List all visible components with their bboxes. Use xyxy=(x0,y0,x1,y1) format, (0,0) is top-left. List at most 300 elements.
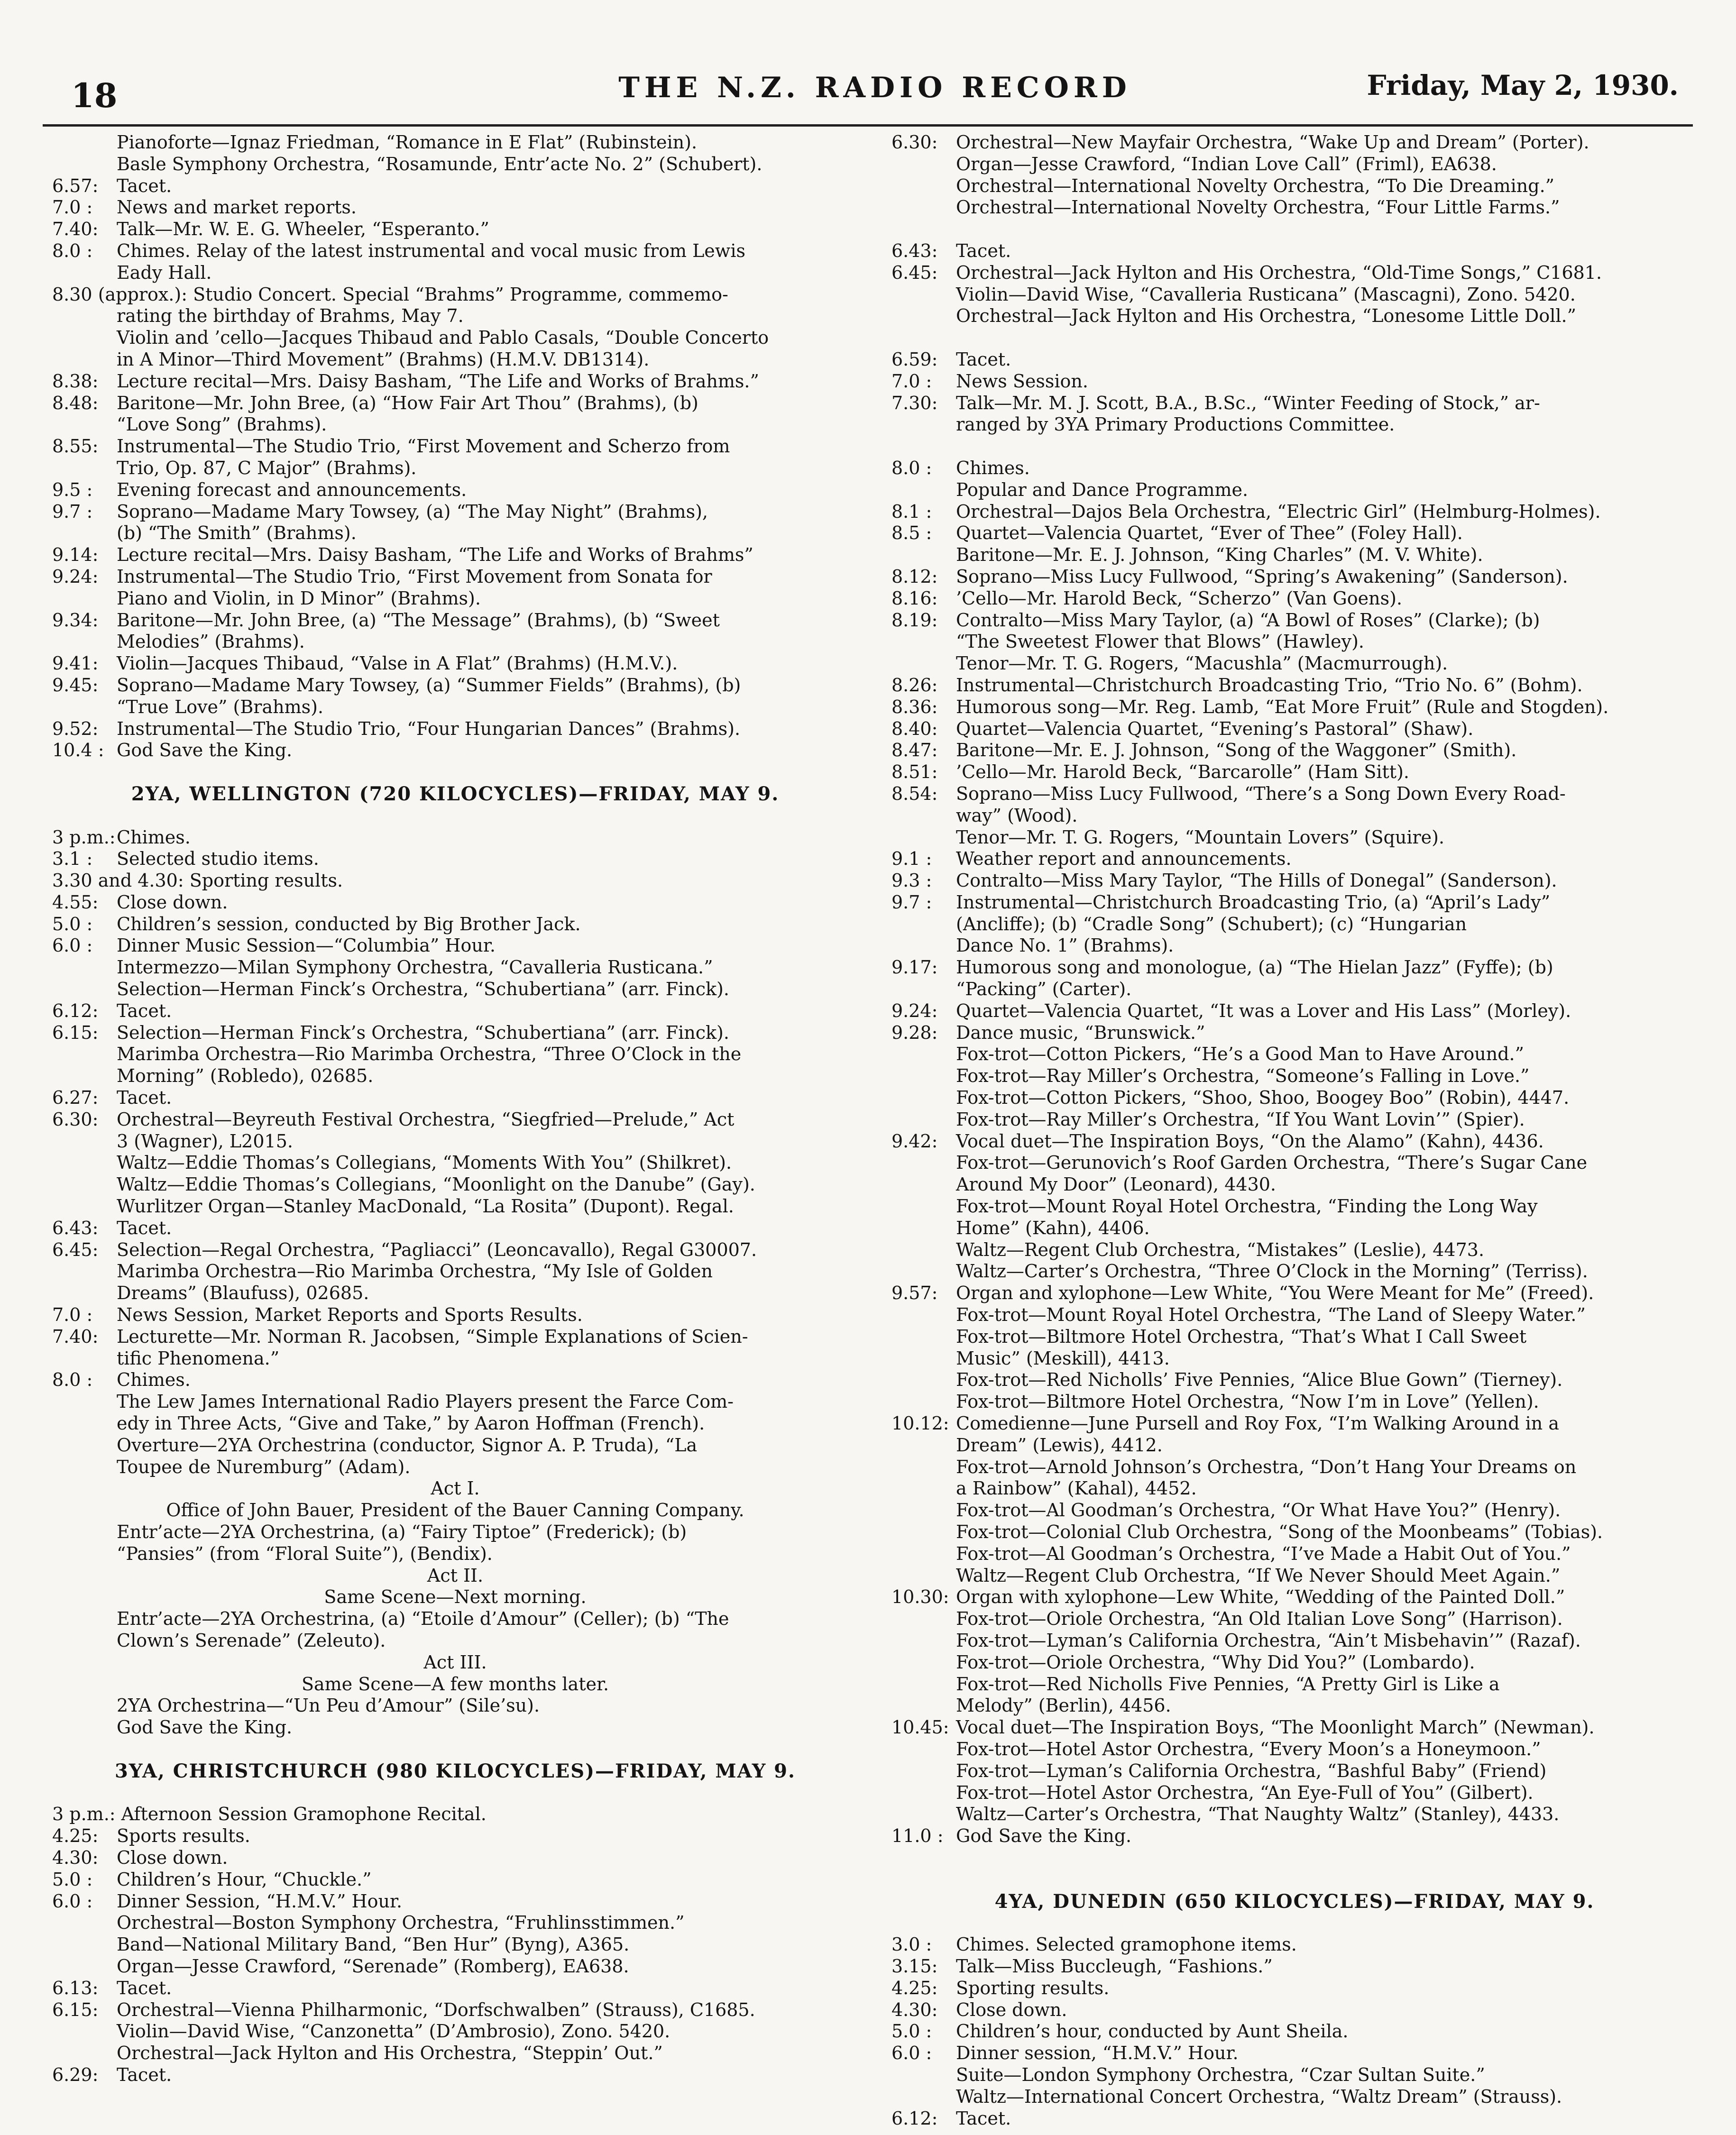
programme-line xyxy=(52,1000,858,1022)
programme-text: Chimes. xyxy=(117,826,191,848)
time-label: 7.0 : xyxy=(52,197,93,218)
time-label: 6.29: xyxy=(52,2064,99,2085)
programme-text: way” (Wood). xyxy=(956,805,1078,826)
programme-line xyxy=(891,132,1698,154)
programme-text: Instrumental—The Studio Trio, “First Movement and Scherzo from xyxy=(117,436,730,457)
programme-text: Instrumental—Christchurch Broadcasting Trio, “Trio No. 6” (Bohm). xyxy=(956,674,1583,696)
time-label: 6.0 : xyxy=(891,2043,932,2064)
time-label: 9.42: xyxy=(891,1130,938,1152)
programme-text: Sports results. xyxy=(117,1825,250,1847)
programme-text: Dream” (Lewis), 4412. xyxy=(956,1434,1163,1456)
programme-line xyxy=(52,1044,858,1065)
programme-text: Dance No. 1” (Brahms). xyxy=(956,935,1174,956)
programme-line xyxy=(52,544,858,566)
programme-line xyxy=(52,1847,858,1869)
programme-line xyxy=(891,675,1698,696)
programme-line xyxy=(891,305,1698,327)
programme-line xyxy=(52,1543,858,1565)
programme-text: Orchestral—Dajos Bela Orchestra, “Electric Girl” (Helmburg-Holmes). xyxy=(956,501,1601,522)
programme-text: Orchestral—International Novelty Orchestra, “To Die Dreaming.” xyxy=(956,175,1555,196)
programme-line xyxy=(52,1087,858,1109)
programme-text: Eady Hall. xyxy=(117,262,212,283)
programme-text: Intermezzo—Milan Symphony Orchestra, “Cavalleria Rusticana.” xyxy=(117,957,713,978)
programme-line xyxy=(52,848,858,870)
programme-text: Orchestral—International Novelty Orchestra, “Four Little Farms.” xyxy=(956,197,1560,218)
programme-line xyxy=(891,870,1698,892)
programme-text: Suite—London Symphony Orchestra, “Czar Sultan Suite.” xyxy=(956,2064,1485,2085)
programme-line xyxy=(891,957,1698,979)
programme-line xyxy=(52,1999,858,2021)
time-label: 4.25: xyxy=(891,1977,938,1998)
programme-line xyxy=(52,1065,858,1087)
programme-text: Fox-trot—Cotton Pickers, “Shoo, Shoo, Boogey Boo” (Robin), 4447. xyxy=(956,1087,1570,1109)
time-label: 6.30: xyxy=(891,132,938,153)
time-label: 9.45: xyxy=(52,674,99,696)
programme-text: Soprano—Miss Lucy Fullwood, “There’s a Song Down Every Road- xyxy=(956,783,1566,804)
programme-line xyxy=(891,1348,1698,1370)
programme-text: Dinner Music Session—“Columbia” Hour. xyxy=(117,935,496,956)
time-label: 8.36: xyxy=(891,696,938,717)
programme-line xyxy=(891,544,1698,566)
programme-text: Fox-trot—Cotton Pickers, “He’s a Good Man to Have Around.” xyxy=(956,1044,1525,1065)
programme-text: Violin and ’cello—Jacques Thibaud and Pablo Casals, “Double Concerto xyxy=(117,327,769,348)
programme-line xyxy=(52,1283,858,1304)
programme-text: Trio, Op. 87, C Major” (Brahms). xyxy=(117,457,417,478)
programme-line xyxy=(52,827,858,849)
programme-text: Humorous song—Mr. Reg. Lamb, “Eat More Fruit” (Rule and Stogden). xyxy=(956,696,1609,717)
programme-line xyxy=(891,2021,1698,2043)
programme-text: Popular and Dance Programme. xyxy=(956,479,1249,500)
programme-text: Dinner session, “H.M.V.” Hour. xyxy=(956,2043,1239,2064)
programme-text: Instrumental—Christchurch Broadcasting Trio, (a) “April’s Lady” xyxy=(956,891,1551,913)
programme-text: Fox-trot—Biltmore Hotel Orchestra, “Now I’m in Love” (Yellen). xyxy=(956,1391,1539,1412)
time-label: 3.1 : xyxy=(52,848,93,870)
programme-line xyxy=(891,1413,1698,1435)
programme-text: Chimes. xyxy=(117,1369,191,1391)
programme-text: Tacet. xyxy=(117,175,172,196)
programme-line xyxy=(891,935,1698,957)
programme-text: Chimes. xyxy=(956,457,1030,478)
programme-line xyxy=(891,262,1698,284)
programme-text: Tacet. xyxy=(117,2064,172,2085)
programme-text: Clown’s Serenade” (Zeleuto). xyxy=(117,1630,386,1651)
programme-line xyxy=(52,588,858,610)
programme-text: Talk—Miss Buccleugh, “Fashions.” xyxy=(956,1955,1273,1977)
time-label: 9.57: xyxy=(891,1283,938,1304)
programme-line xyxy=(891,827,1698,849)
programme-line xyxy=(52,1218,858,1239)
programme-line xyxy=(52,1934,858,1956)
programme-text: Orchestral—Jack Hylton and His Orchestra, “Lonesome Little Doll.” xyxy=(956,305,1577,327)
scene-line: Office of John Bauer, President of the Bauer Canning Company. xyxy=(166,1500,744,1521)
time-label: 8.55: xyxy=(52,436,99,457)
time-label: 9.24: xyxy=(52,566,99,587)
programme-text: Chimes. Selected gramophone items. xyxy=(956,1934,1297,1955)
programme-line xyxy=(891,1283,1698,1304)
programme-line xyxy=(52,284,858,306)
programme-text: Fox-trot—Al Goodman’s Orchestra, “I’ve Made a Habit Out of You.” xyxy=(956,1543,1571,1564)
programme-line xyxy=(891,805,1698,827)
time-label: 5.0 : xyxy=(52,1869,93,1890)
programme-line xyxy=(891,2086,1698,2108)
time-label: 6.15: xyxy=(52,1999,99,2020)
programme-line xyxy=(52,979,858,1000)
programme-text: Vocal duet—The Inspiration Boys, “The Moonlight March” (Newman). xyxy=(956,1717,1595,1738)
programme-line xyxy=(52,1695,858,1717)
programme-text: Waltz—International Concert Orchestra, “Waltz Dream” (Strauss). xyxy=(956,2086,1562,2107)
issue-date: Friday, May 2, 1930. xyxy=(1367,69,1679,101)
programme-line xyxy=(891,349,1698,371)
programme-text: Baritone—Mr. E. J. Johnson, “King Charles” (M. V. White). xyxy=(956,544,1483,566)
time-label: 6.57: xyxy=(52,175,99,196)
programme-line xyxy=(891,1652,1698,1674)
programme-line xyxy=(891,393,1698,414)
programme-line xyxy=(891,197,1698,219)
programme-line xyxy=(891,240,1698,262)
time-label: 6.0 : xyxy=(52,1890,93,1912)
programme-text: Talk—Mr. W. E. G. Wheeler, “Esperanto.” xyxy=(117,219,489,240)
programme-line xyxy=(52,870,858,892)
programme-text: 3.30 and 4.30: Sporting results. xyxy=(52,870,343,891)
programme-text: Fox-trot—Al Goodman’s Orchestra, “Or What Have You?” (Henry). xyxy=(956,1500,1561,1521)
programme-text: Vocal duet—The Inspiration Boys, “On the Alamo” (Kahn), 4436. xyxy=(956,1130,1544,1152)
time-label: 6.30: xyxy=(52,1109,99,1130)
programme-text: Overture—2YA Orchestrina (conductor, Signor A. P. Truda), “La xyxy=(117,1434,698,1456)
programme-line xyxy=(891,1934,1698,1956)
programme-line xyxy=(52,1869,858,1891)
programme-line xyxy=(891,1608,1698,1630)
programme-line xyxy=(891,458,1698,479)
programme-text: Music” (Meskill), 4413. xyxy=(956,1347,1170,1369)
programme-line xyxy=(891,1630,1698,1652)
programme-text: Close down. xyxy=(956,1999,1067,2020)
programme-line xyxy=(891,284,1698,306)
programme-line xyxy=(891,1261,1698,1283)
programme-line xyxy=(891,696,1698,718)
programme-line xyxy=(891,1218,1698,1239)
programme-line xyxy=(52,1196,858,1218)
programme-line xyxy=(891,479,1698,501)
programme-line xyxy=(891,761,1698,783)
programme-line xyxy=(52,1608,858,1630)
programme-line xyxy=(891,848,1698,870)
time-label: 4.55: xyxy=(52,891,99,913)
time-label: 6.43: xyxy=(52,1217,99,1238)
programme-line xyxy=(891,1717,1698,1739)
scene-line: Act II. xyxy=(427,1565,484,1586)
programme-line xyxy=(891,1326,1698,1348)
programme-line xyxy=(52,1630,858,1652)
programme-line xyxy=(891,1782,1698,1804)
station-heading: 2YA, WELLINGTON (720 KILOCYCLES)—FRIDAY, MAY 9. xyxy=(131,782,780,805)
programme-text: Baritone—Mr. E. J. Johnson, “Song of the Waggoner” (Smith). xyxy=(956,740,1517,761)
programme-line xyxy=(52,935,858,957)
programme-line xyxy=(891,501,1698,523)
programme-text: The Lew James International Radio Players present the Farce Com- xyxy=(117,1391,734,1412)
programme-text: Fox-trot—Mount Royal Hotel Orchestra, “The Land of Sleepy Water.” xyxy=(956,1304,1586,1326)
programme-text: God Save the King. xyxy=(117,740,293,761)
programme-text: Marimba Orchestra—Rio Marimba Orchestra, “My Isle of Golden xyxy=(117,1261,713,1282)
programme-text: Dreams” (Blaufuss), 02685. xyxy=(117,1283,369,1304)
programme-text: Selected studio items. xyxy=(117,848,319,870)
programme-line xyxy=(52,631,858,653)
programme-text: Evening forecast and announcements. xyxy=(117,479,467,500)
programme-line xyxy=(52,1521,858,1543)
programme-text: Melodies” (Brahms). xyxy=(117,631,305,652)
programme-line xyxy=(52,305,858,327)
programme-text: Fox-trot—Mount Royal Hotel Orchestra, “Finding the Long Way xyxy=(956,1196,1538,1217)
time-label: 7.30: xyxy=(891,392,938,413)
station-heading: 3YA, CHRISTCHURCH (980 KILOCYCLES)—FRIDAY, MAY 9. xyxy=(115,1759,796,1782)
time-label: 10.12: xyxy=(891,1413,949,1434)
programme-line xyxy=(52,1912,858,1934)
programme-text: Soprano—Madame Mary Towsey, (a) “The May Night” (Brahms), xyxy=(117,501,708,522)
programme-line xyxy=(52,1022,858,1044)
programme-line xyxy=(52,696,858,718)
programme-text: Comedienne—June Pursell and Roy Fox, “I’m Walking Around in a xyxy=(956,1413,1559,1434)
programme-text: Lecture recital—Mrs. Daisy Basham, “The Life and Works of Brahms.” xyxy=(117,370,759,392)
time-label: 8.40: xyxy=(891,718,938,739)
programme-text: Dance music, “Brunswick.” xyxy=(956,1022,1205,1043)
programme-line xyxy=(52,175,858,197)
programme-line xyxy=(891,1435,1698,1457)
programme-text: Waltz—Eddie Thomas’s Collegians, “Moonlight on the Danube” (Gay). xyxy=(117,1174,755,1195)
time-label: 9.52: xyxy=(52,718,99,739)
time-label: 9.14: xyxy=(52,544,99,566)
programme-text: Band—National Military Band, “Ben Hur” (Byng), A365. xyxy=(117,1934,630,1955)
time-label: 6.12: xyxy=(891,2108,938,2129)
programme-text: Basle Symphony Orchestra, “Rosamunde, Entr’acte No. 2” (Schubert). xyxy=(117,153,762,174)
time-label: 9.5 : xyxy=(52,479,93,500)
time-label: 9.34: xyxy=(52,609,99,631)
programme-text: Tacet. xyxy=(956,2108,1011,2129)
programme-text: God Save the King. xyxy=(117,1717,293,1738)
programme-text: a Rainbow” (Kahal), 4452. xyxy=(956,1478,1197,1499)
programme-line xyxy=(891,2108,1698,2130)
programme-line xyxy=(891,175,1698,197)
programme-text: Orchestral—Jack Hylton and His Orchestra, “Steppin’ Out.” xyxy=(117,2043,663,2064)
time-label: 8.26: xyxy=(891,674,938,696)
time-label: 8.16: xyxy=(891,587,938,609)
programme-line xyxy=(891,414,1698,436)
programme-line xyxy=(52,479,858,501)
programme-line xyxy=(52,2043,858,2064)
programme-text: Baritone—Mr. John Bree, (a) “How Fair Art Thou” (Brahms), (b) xyxy=(117,392,698,413)
programme-text: Fox-trot—Ray Miller’s Orchestra, “Someone’s Falling in Love.” xyxy=(956,1065,1530,1087)
scene-line: Act III. xyxy=(423,1651,487,1673)
programme-text: Soprano—Madame Mary Towsey, (a) “Summer Fields” (Brahms), (b) xyxy=(117,674,741,696)
programme-line xyxy=(52,957,858,979)
time-label: 10.30: xyxy=(891,1586,949,1608)
programme-text: ’Cello—Mr. Harold Beck, “Scherzo” (Van Goens). xyxy=(956,587,1403,609)
programme-text: Talk—Mr. M. J. Scott, B.A., B.Sc., “Winter Feeding of Stock,” ar- xyxy=(956,392,1540,413)
programme-text: Waltz—Eddie Thomas’s Collegians, “Moments With You” (Shilkret). xyxy=(117,1152,732,1173)
header-rule xyxy=(43,124,1693,127)
programme-text: Orchestral—Vienna Philharmonic, “Dorfschwalben” (Strauss), C1685. xyxy=(117,1999,755,2020)
programme-text: Waltz—Regent Club Orchestra, “If We Never Should Meet Again.” xyxy=(956,1565,1561,1586)
programme-line xyxy=(52,1391,858,1413)
programme-text: Waltz—Carter’s Orchestra, “Three O’Clock in the Morning” (Terriss). xyxy=(956,1261,1588,1282)
programme-line xyxy=(52,1956,858,1978)
programme-line xyxy=(52,458,858,479)
programme-line xyxy=(52,1369,858,1391)
time-label: 4.25: xyxy=(52,1825,99,1847)
programme-text: Morning” (Robledo), 02685. xyxy=(117,1065,374,1087)
programme-text: News Session. xyxy=(956,370,1088,392)
programme-line xyxy=(891,1369,1698,1391)
programme-text: Weather report and announcements. xyxy=(956,848,1292,870)
programme-line xyxy=(891,1457,1698,1478)
programme-text: Waltz—Carter’s Orchestra, “That Naughty Waltz” (Stanley), 4433. xyxy=(956,1804,1560,1825)
programme-text: Melody” (Berlin), 4456. xyxy=(956,1695,1171,1716)
time-label: 8.48: xyxy=(52,392,99,413)
programme-line xyxy=(52,1326,858,1348)
programme-text: News Session, Market Reports and Sports Results. xyxy=(117,1304,583,1326)
programme-text: Organ with xylophone—Lew White, “Wedding of the Painted Doll.” xyxy=(956,1586,1565,1608)
programme-line xyxy=(52,197,858,219)
programme-text: (Ancliffe); (b) “Cradle Song” (Schubert); (c) “Hungarian xyxy=(956,913,1467,935)
programme-line xyxy=(52,240,858,262)
programme-line xyxy=(52,501,858,523)
programme-line xyxy=(891,1674,1698,1695)
spacer xyxy=(891,436,1698,458)
programme-text: “Pansies” (from “Floral Suite”), (Bendix). xyxy=(117,1543,493,1564)
time-label: 3 p.m.: xyxy=(52,826,116,848)
time-label: 8.0 : xyxy=(891,457,932,478)
programme-text: Children’s Hour, “Chuckle.” xyxy=(117,1869,372,1890)
programme-text: 2YA Orchestrina—“Un Peu d’Amour” (Sile’su). xyxy=(117,1695,540,1716)
programme-text: Tacet. xyxy=(117,1977,172,1998)
programme-text: Fox-trot—Hotel Astor Orchestra, “Every Moon’s a Honeymoon.” xyxy=(956,1738,1541,1759)
programme-line xyxy=(891,1196,1698,1218)
programme-line xyxy=(891,631,1698,653)
spacer xyxy=(52,761,858,783)
programme-text: Organ and xylophone—Lew White, “You Were Meant for Me” (Freed). xyxy=(956,1283,1594,1304)
programme-text: Fox-trot—Oriole Orchestra, “An Old Italian Love Song” (Harrison). xyxy=(956,1608,1563,1630)
programme-text: Entr’acte—2YA Orchestrina, (a) “Fairy Tiptoe” (Frederick); (b) xyxy=(117,1521,687,1542)
programme-line xyxy=(891,610,1698,632)
programme-line xyxy=(891,1739,1698,1760)
time-label: 8.1 : xyxy=(891,501,932,522)
time-label: 5.0 : xyxy=(52,913,93,935)
programme-text: Baritone—Mr. John Bree, (a) “The Message” (Brahms), (b) “Sweet xyxy=(117,609,720,631)
programme-line xyxy=(52,1109,858,1131)
programme-text: Contralto—Miss Mary Taylor, (a) “A Bowl of Roses” (Clarke); (b) xyxy=(956,609,1540,631)
programme-line xyxy=(52,154,858,175)
programme-text: in A Minor—Third Movement” (Brahms) (H.M.V. DB1314). xyxy=(117,348,650,370)
programme-line xyxy=(891,1044,1698,1065)
programme-line xyxy=(52,892,858,914)
time-label: 7.40: xyxy=(52,219,99,240)
spacer xyxy=(891,219,1698,240)
programme-line xyxy=(891,154,1698,175)
spacer xyxy=(52,1782,858,1804)
programme-line xyxy=(891,1131,1698,1153)
time-label: 6.0 : xyxy=(52,935,93,956)
time-label: 9.7 : xyxy=(52,501,93,522)
programme-text: Orchestral—Beyreuth Festival Orchestra, “Siegfried—Prelude,” Act xyxy=(117,1109,735,1130)
programme-line xyxy=(52,2064,858,2086)
programme-text: Humorous song and monologue, (a) “The Hielan Jazz” (Fyffe); (b) xyxy=(956,957,1553,978)
programme-line xyxy=(52,262,858,284)
programme-line xyxy=(52,349,858,371)
programme-text: Waltz—Regent Club Orchestra, “Mistakes” (Leslie), 4473. xyxy=(956,1239,1485,1260)
programme-text: Fox-trot—Lyman’s California Orchestra, “Ain’t Misbehavin’” (Razaf). xyxy=(956,1630,1581,1651)
time-label: 8.0 : xyxy=(52,240,93,261)
programme-line xyxy=(891,1174,1698,1196)
programme-line xyxy=(52,414,858,436)
programme-text: Home” (Kahn), 4406. xyxy=(956,1217,1150,1238)
publication-title: THE N.Z. RADIO RECORD xyxy=(618,71,1131,104)
programme-line xyxy=(891,1239,1698,1261)
programme-line xyxy=(891,783,1698,805)
programme-text: Fox-trot—Hotel Astor Orchestra, “An Eye-Full of You” (Gilbert). xyxy=(956,1782,1534,1803)
programme-line xyxy=(52,2021,858,2043)
programme-line xyxy=(891,1825,1698,1847)
time-label: 7.0 : xyxy=(52,1304,93,1326)
programme-text: Quartet—Valencia Quartet, “It was a Lover and His Lass” (Morley). xyxy=(956,1000,1571,1021)
programme-text: Chimes. Relay of the latest instrumental and vocal music from Lewis xyxy=(117,240,745,261)
programme-text: Tacet. xyxy=(956,240,1011,261)
programme-line xyxy=(891,1087,1698,1109)
page-number: 18 xyxy=(71,76,118,115)
programme-text: Instrumental—The Studio Trio, “First Movement from Sonata for xyxy=(117,566,712,587)
time-label: 9.41: xyxy=(52,653,99,674)
programme-text: Organ—Jesse Crawford, “Serenade” (Romberg), EA638. xyxy=(117,1955,629,1977)
programme-line xyxy=(891,2064,1698,2086)
programme-line xyxy=(52,522,858,544)
programme-text: Tacet. xyxy=(956,348,1011,370)
programme-line xyxy=(52,371,858,393)
programme-text: Selection—Herman Finck’s Orchestra, “Schubertiana” (arr. Finck). xyxy=(117,979,729,1000)
time-label: 8.0 : xyxy=(52,1369,93,1391)
time-label: 10.4 : xyxy=(52,740,104,761)
page-header xyxy=(71,66,1679,123)
programme-text: Fox-trot—Gerunovich’s Roof Garden Orchestra, “There’s Sugar Cane xyxy=(956,1152,1588,1173)
programme-line xyxy=(52,1239,858,1261)
programme-text: Fox-trot—Biltmore Hotel Orchestra, “That’s What I Call Sweet xyxy=(956,1326,1527,1347)
left-column xyxy=(52,132,858,2086)
time-label: 3.0 : xyxy=(891,1934,932,1955)
programme-text: (b) “The Smith” (Brahms). xyxy=(117,522,357,544)
spacer xyxy=(891,1869,1698,1891)
programme-line xyxy=(891,1999,1698,2021)
programme-text: Close down. xyxy=(117,1847,228,1868)
programme-text: rating the birthday of Brahms, May 7. xyxy=(117,305,464,327)
programme-line xyxy=(891,979,1698,1000)
programme-line xyxy=(52,436,858,458)
programme-text: Fox-trot—Oriole Orchestra, “Why Did You?” (Lombardo). xyxy=(956,1651,1475,1673)
programme-text: Orchestral—Boston Symphony Orchestra, “Fruhlinsstimmen.” xyxy=(117,1912,685,1933)
programme-text: Fox-trot—Arnold Johnson’s Orchestra, “Don’t Hang Your Dreams on xyxy=(956,1456,1577,1477)
programme-text: Tenor—Mr. T. G. Rogers, “Macushla” (Macmurrough). xyxy=(956,653,1448,674)
programme-line xyxy=(891,718,1698,740)
time-label: 7.0 : xyxy=(891,370,932,392)
right-column xyxy=(891,132,1698,2129)
programme-line xyxy=(891,653,1698,675)
programme-text: Around My Door” (Leonard), 4430. xyxy=(956,1174,1277,1195)
programme-text: Orchestral—New Mayfair Orchestra, “Wake Up and Dream” (Porter). xyxy=(956,132,1589,153)
programme-line xyxy=(891,1586,1698,1608)
programme-line xyxy=(891,522,1698,544)
time-label: 8.5 : xyxy=(891,522,932,544)
programme-line xyxy=(52,327,858,349)
programme-text: Tacet. xyxy=(117,1087,172,1109)
programme-text: Violin—David Wise, “Canzonetta” (D’Ambrosio), Zono. 5420. xyxy=(117,2021,671,2042)
programme-line xyxy=(52,675,858,696)
time-label: 9.24: xyxy=(891,1000,938,1021)
programme-line xyxy=(891,892,1698,914)
